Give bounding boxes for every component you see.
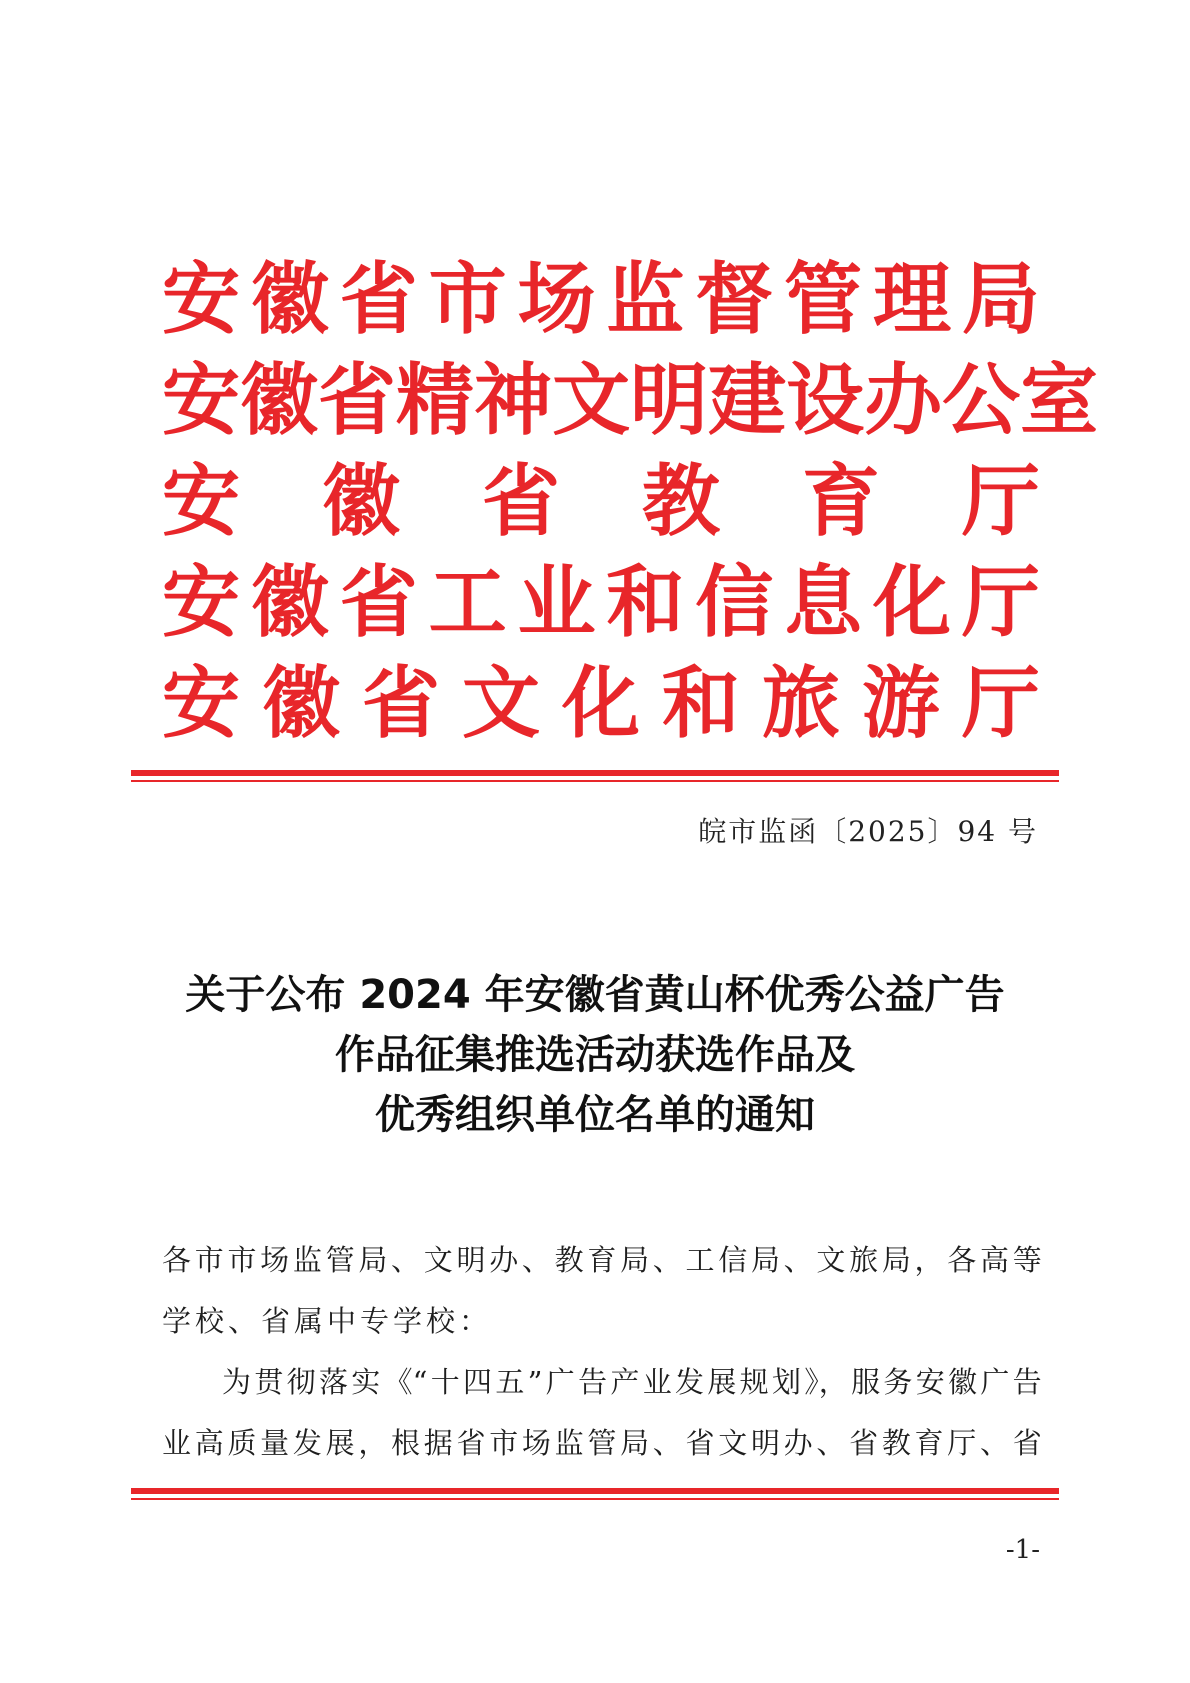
char: 明 <box>456 1243 486 1277</box>
char: 广 <box>545 1365 575 1399</box>
char: 告 <box>1012 1365 1042 1399</box>
char: 管 <box>587 1426 617 1460</box>
char: 旅 <box>761 659 840 749</box>
char: 文 <box>552 356 631 446</box>
char: 、 <box>816 1426 846 1460</box>
char: 厅 <box>947 1426 977 1460</box>
char: 和 <box>606 558 685 648</box>
char: 育 <box>587 1243 617 1277</box>
char: 游 <box>861 659 940 749</box>
char: 徽 <box>250 558 329 648</box>
char: 安 <box>162 659 241 749</box>
char: 规 <box>739 1365 769 1399</box>
char: 管 <box>325 1243 355 1277</box>
char: 据 <box>423 1426 453 1460</box>
char: 量 <box>260 1426 290 1460</box>
char: 《“ <box>383 1365 428 1399</box>
red-divider-thick <box>131 1488 1059 1494</box>
char: 告 <box>578 1365 608 1399</box>
authority-line-5 <box>162 654 1040 755</box>
char: 发 <box>675 1365 705 1399</box>
char: 旅 <box>849 1243 879 1277</box>
char: 神 <box>474 356 553 446</box>
char: 业 <box>642 1365 672 1399</box>
char: 发 <box>292 1426 322 1460</box>
char: 省 <box>685 1426 715 1460</box>
char: 文 <box>461 659 540 749</box>
char: 化 <box>561 659 640 749</box>
char: ” <box>527 1365 543 1399</box>
char: 教 <box>554 1243 584 1277</box>
red-divider-thick <box>131 770 1059 776</box>
char: 业 <box>517 558 596 648</box>
char: 各 <box>947 1243 977 1277</box>
char: 、 <box>391 1243 421 1277</box>
char: 省 <box>339 558 418 648</box>
char: 产 <box>610 1365 640 1399</box>
char: 办 <box>783 1426 813 1460</box>
body-line-3 <box>162 1352 1042 1413</box>
char: ， <box>914 1243 944 1277</box>
title-line-3: 优秀组织单位名单的通知 <box>375 1092 815 1138</box>
char: 广 <box>980 1365 1010 1399</box>
char: 工 <box>428 558 507 648</box>
char: 为 <box>222 1365 252 1399</box>
char: 根 <box>391 1426 421 1460</box>
char: 场 <box>521 1426 551 1460</box>
char: 安 <box>162 457 241 547</box>
char: 信 <box>695 558 774 648</box>
char: 、 <box>979 1426 1009 1460</box>
red-divider-thin <box>131 1498 1059 1500</box>
red-divider-bottom <box>131 1488 1059 1500</box>
document-body <box>162 1230 1042 1474</box>
char: 市 <box>489 1426 519 1460</box>
char: 文 <box>718 1426 748 1460</box>
char: 设 <box>786 356 865 446</box>
body-line-1 <box>162 1230 1042 1291</box>
char: 服 <box>851 1365 881 1399</box>
char: 办 <box>864 356 943 446</box>
char: 公 <box>942 356 1021 446</box>
char: 育 <box>801 457 880 547</box>
char: 场 <box>517 255 596 345</box>
body-line-2: 学校、省属中专学校： <box>162 1304 493 1338</box>
char: 落 <box>318 1365 348 1399</box>
char: 务 <box>883 1365 913 1399</box>
char: 省 <box>318 356 397 446</box>
char: 省 <box>339 255 418 345</box>
char: 实 <box>351 1365 381 1399</box>
char: 市 <box>227 1243 257 1277</box>
authority-line-4 <box>162 553 1040 654</box>
char: 省 <box>481 457 560 547</box>
page-number: -1- <box>1005 1535 1040 1565</box>
char: 省 <box>849 1426 879 1460</box>
char: 市 <box>194 1243 224 1277</box>
char: 办 <box>489 1243 519 1277</box>
red-divider-thin <box>131 780 1059 782</box>
char: 徽 <box>261 659 340 749</box>
document-number: 皖市监函〔2025〕94 号 <box>698 815 1038 848</box>
char: 划 <box>771 1365 801 1399</box>
title-line-1: 关于公布 2024 年安徽省黄山杯优秀公益广告 <box>185 972 1005 1018</box>
char: 息 <box>784 558 863 648</box>
char: 》， <box>804 1365 848 1399</box>
char: 和 <box>661 659 740 749</box>
char: 监 <box>292 1243 322 1277</box>
char: 展 <box>325 1426 355 1460</box>
char: 徽 <box>250 255 329 345</box>
char: 安 <box>162 356 241 446</box>
char: 管 <box>784 255 863 345</box>
char: 厅 <box>961 659 1040 749</box>
char: 高 <box>979 1243 1009 1277</box>
char: 彻 <box>286 1365 316 1399</box>
char: 教 <box>881 1426 911 1460</box>
char: 徽 <box>321 457 400 547</box>
authority-line-2 <box>162 351 1099 452</box>
char: 文 <box>816 1243 846 1277</box>
authority-line-1 <box>162 250 1040 351</box>
char: 业 <box>162 1426 192 1460</box>
authority-line-3 <box>162 452 1040 553</box>
char: 局 <box>620 1426 650 1460</box>
char: 精 <box>396 356 475 446</box>
char: 四 <box>463 1365 493 1399</box>
char: 、 <box>783 1243 813 1277</box>
char: 省 <box>1012 1426 1042 1460</box>
char: 教 <box>641 457 720 547</box>
document-title <box>0 965 1190 1145</box>
char: 文 <box>423 1243 453 1277</box>
char: 等 <box>1012 1243 1042 1277</box>
char: 工 <box>685 1243 715 1277</box>
char: 各 <box>162 1243 192 1277</box>
char: 市 <box>428 255 507 345</box>
char: 省 <box>456 1426 486 1460</box>
char: 育 <box>914 1426 944 1460</box>
char: 安 <box>162 255 241 345</box>
title-line-2: 作品征集推选活动获选作品及 <box>335 1032 855 1078</box>
red-divider-top <box>131 770 1059 782</box>
issuing-authorities-header <box>162 250 1099 755</box>
char: 贯 <box>254 1365 284 1399</box>
char: 、 <box>521 1243 551 1277</box>
char: 徽 <box>240 356 319 446</box>
char: 督 <box>695 255 774 345</box>
char: 局 <box>358 1243 388 1277</box>
char: 场 <box>260 1243 290 1277</box>
char: 明 <box>630 356 709 446</box>
char: 局 <box>620 1243 650 1277</box>
char: ， <box>358 1426 388 1460</box>
body-line-4 <box>162 1413 1042 1474</box>
char: 厅 <box>961 558 1040 648</box>
char: 十 <box>430 1365 460 1399</box>
char: 、 <box>652 1426 682 1460</box>
char: 化 <box>873 558 952 648</box>
char: 省 <box>361 659 440 749</box>
char: 质 <box>227 1426 257 1460</box>
char: 徽 <box>948 1365 978 1399</box>
char: 安 <box>915 1365 945 1399</box>
char: 高 <box>194 1426 224 1460</box>
char: 展 <box>707 1365 737 1399</box>
char: 室 <box>1020 356 1099 446</box>
char: 理 <box>873 255 952 345</box>
char: 局 <box>881 1243 911 1277</box>
char: 局 <box>750 1243 780 1277</box>
char: 安 <box>162 558 241 648</box>
char: 局 <box>961 255 1040 345</box>
char: 监 <box>606 255 685 345</box>
char: 明 <box>750 1426 780 1460</box>
char: 厅 <box>961 457 1040 547</box>
char: 建 <box>708 356 787 446</box>
char: 、 <box>652 1243 682 1277</box>
char: 信 <box>718 1243 748 1277</box>
char: 监 <box>554 1426 584 1460</box>
char: 五 <box>495 1365 525 1399</box>
